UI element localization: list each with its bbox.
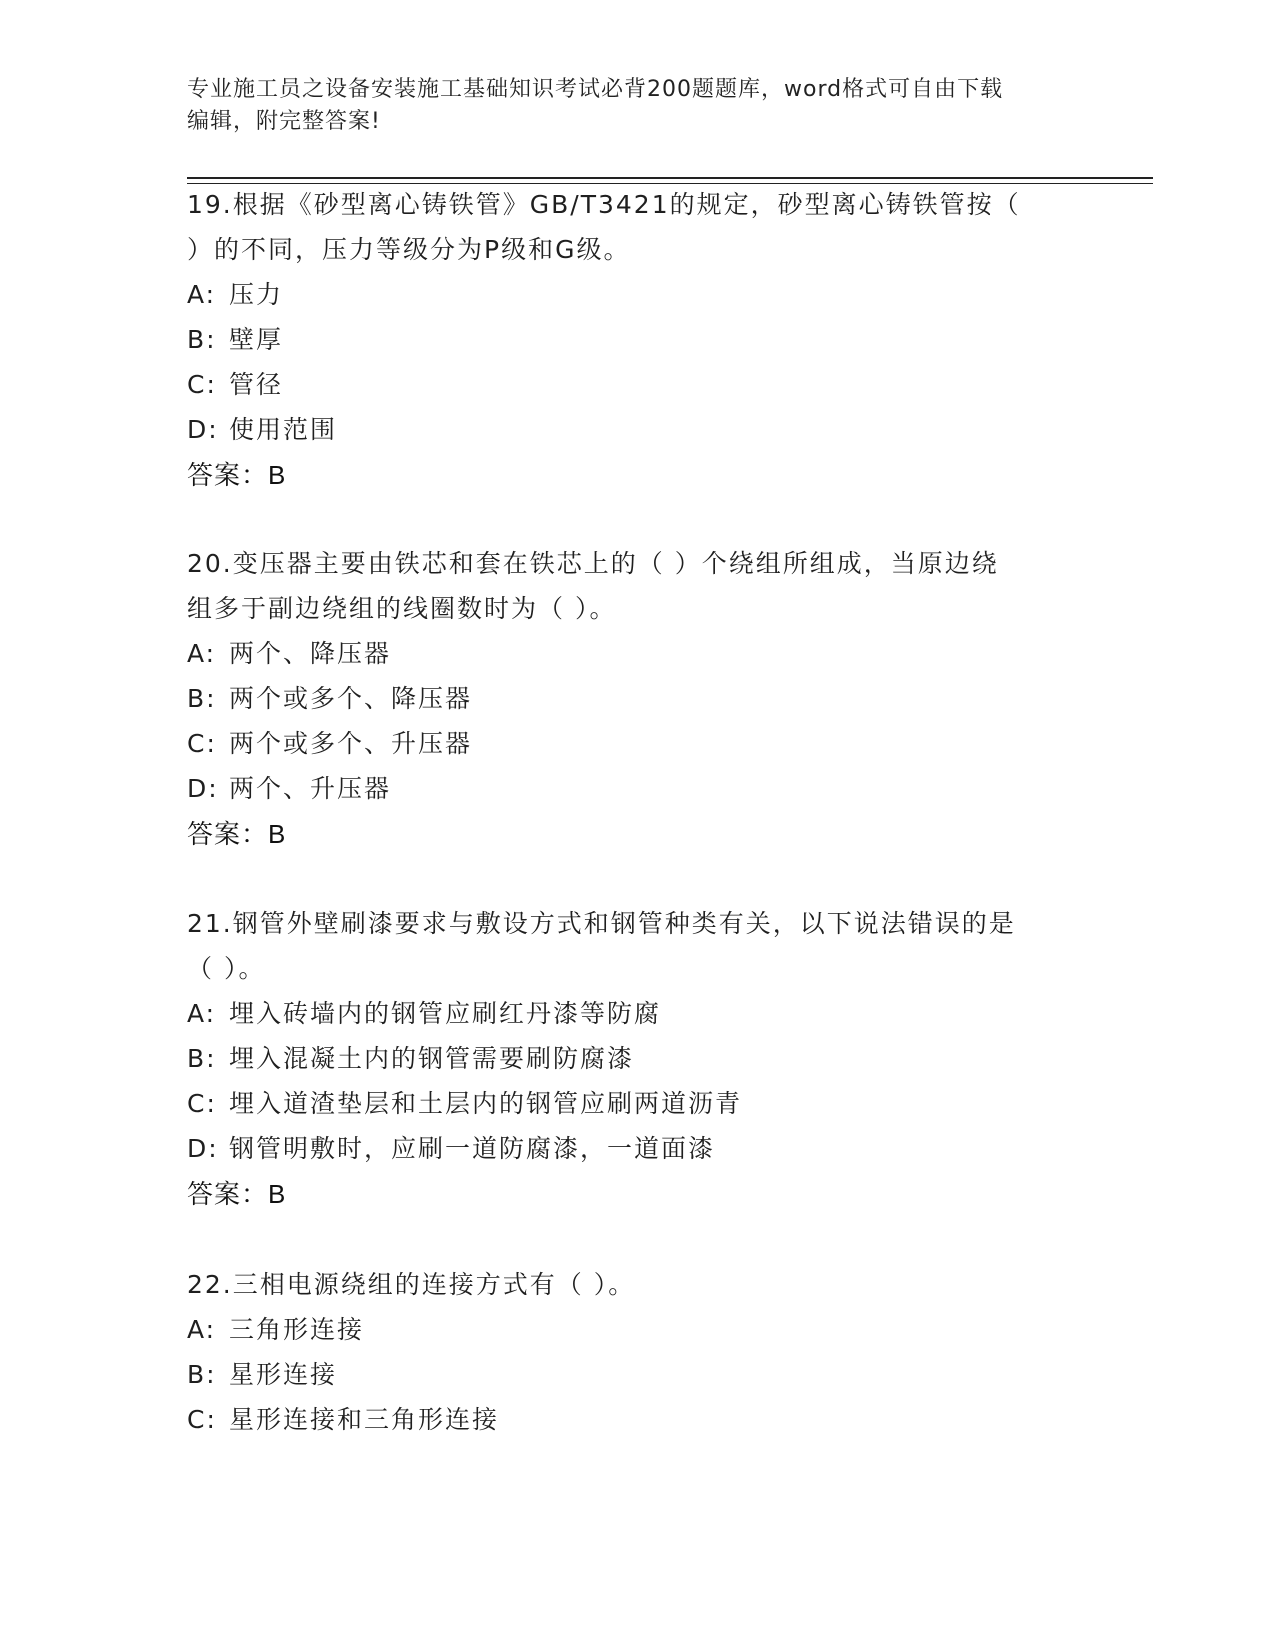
option-text: 埋入砖墙内的钢管应刷红丹漆等防腐 (229, 999, 662, 1028)
question-stem-line-1: 21.钢管外壁刷漆要求与敷设方式和钢管种类有关，以下说法错误的是 (187, 909, 1016, 938)
option-text: 钢管明敷时，应刷一道防腐漆，一道面漆 (229, 1134, 716, 1163)
option-b (187, 317, 1087, 362)
option-text: 埋入混凝土内的钢管需要刷防腐漆 (229, 1044, 635, 1073)
option-text: 星形连接和三角形连接 (229, 1405, 500, 1434)
option-letter: B: (187, 684, 217, 713)
question-stem-line-1: 20.变压器主要由铁芯和套在铁芯上的（ ）个绕组所组成，当原边绕 (187, 549, 999, 578)
option-text: 管径 (229, 370, 284, 399)
option-a (187, 272, 1087, 317)
option-letter: C: (187, 729, 217, 758)
question-20 (187, 541, 1087, 857)
question-21 (187, 901, 1087, 1217)
option-c (187, 1081, 1087, 1126)
option-letter: B: (187, 1360, 217, 1389)
option-b (187, 676, 1087, 721)
option-letter: B: (187, 325, 217, 354)
option-d (187, 1126, 1087, 1171)
option-letter: A: (187, 639, 217, 668)
option-d (187, 407, 1087, 452)
header-title-line-2: 编辑，附完整答案! (187, 109, 381, 134)
option-letter: D: (187, 415, 219, 444)
question-22 (187, 1262, 1087, 1442)
question-stem-line-1: 22.三相电源绕组的连接方式有（ ）。 (187, 1270, 636, 1299)
option-letter: C: (187, 370, 217, 399)
header-divider-thick (187, 177, 1153, 179)
option-text: 星形连接 (229, 1360, 338, 1389)
option-a (187, 1307, 1087, 1352)
question-stem-line-1: 19.根据《砂型离心铸铁管》GB/T3421的规定，砂型离心铸铁管按（ (187, 190, 1021, 219)
option-c (187, 721, 1087, 766)
option-letter: C: (187, 1089, 217, 1118)
document-header (187, 74, 1067, 138)
option-letter: D: (187, 1134, 219, 1163)
option-letter: A: (187, 280, 217, 309)
option-d (187, 766, 1087, 811)
answer-label: 答案：B (187, 819, 287, 849)
question-stem-line-2: ）的不同，压力等级分为P级和G级。 (187, 235, 631, 264)
option-text: 两个或多个、降压器 (229, 684, 473, 713)
option-letter: C: (187, 1405, 217, 1434)
option-text: 两个、升压器 (229, 774, 392, 803)
option-text: 压力 (229, 280, 284, 309)
option-a (187, 991, 1087, 1036)
answer-label: 答案：B (187, 1179, 287, 1209)
option-text: 两个或多个、升压器 (229, 729, 473, 758)
question-stem-line-2: 组多于副边绕组的线圈数时为（ ）。 (187, 594, 617, 623)
option-letter: D: (187, 774, 219, 803)
option-text: 埋入道渣垫层和土层内的钢管应刷两道沥青 (229, 1089, 743, 1118)
header-title-line-1: 专业施工员之设备安装施工基础知识考试必背200题题库，word格式可自由下载 (187, 77, 1004, 102)
question-stem-line-2: （ ）。 (187, 954, 266, 983)
option-c (187, 362, 1087, 407)
option-b (187, 1352, 1087, 1397)
option-text: 壁厚 (229, 325, 284, 354)
option-b (187, 1036, 1087, 1081)
option-text: 三角形连接 (229, 1315, 365, 1344)
option-letter: B: (187, 1044, 217, 1073)
question-19 (187, 182, 1087, 498)
answer-label: 答案：B (187, 460, 287, 490)
option-text: 两个、降压器 (229, 639, 392, 668)
option-letter: A: (187, 1315, 217, 1344)
option-c (187, 1397, 1087, 1442)
option-a (187, 631, 1087, 676)
option-letter: A: (187, 999, 217, 1028)
option-text: 使用范围 (229, 415, 338, 444)
